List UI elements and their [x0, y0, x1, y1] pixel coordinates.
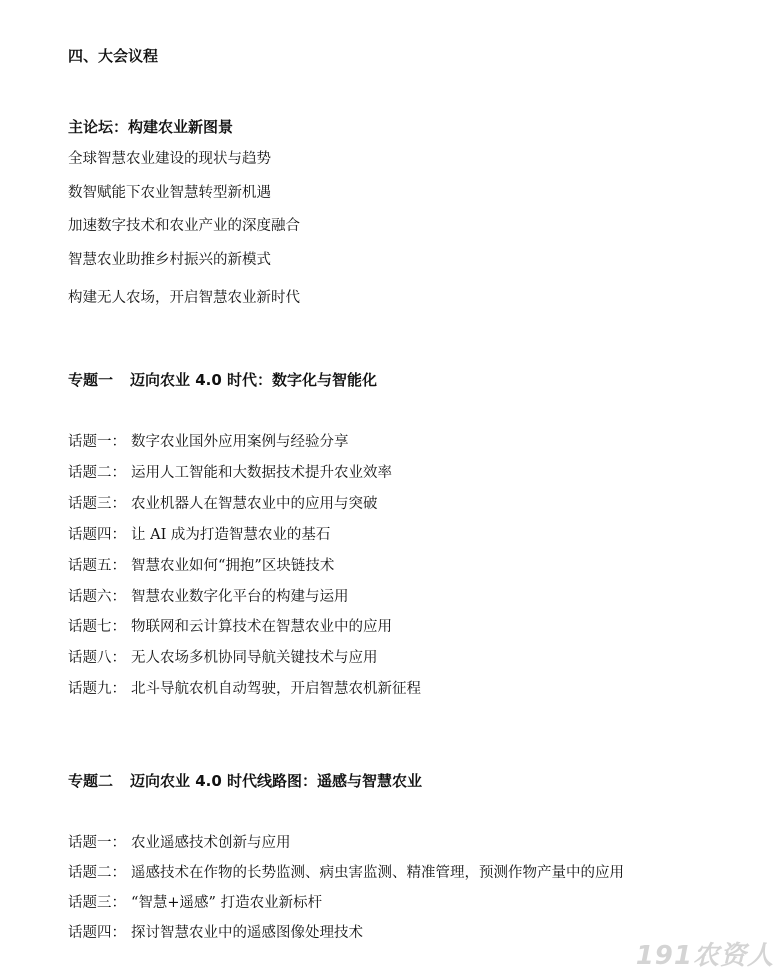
topic-text: 遥感技术在作物的长势监测、病虫害监测、精准管理，预测作物产量中的应用: [131, 865, 624, 881]
topic-label: 话题三：: [68, 895, 126, 911]
topic1-item: [68, 433, 349, 451]
topic-text: 数字农业国外应用案例与经验分享: [131, 434, 349, 450]
topic-text: 物联网和云计算技术在智慧农业中的应用: [131, 619, 392, 635]
main-forum-item: 智慧农业助推乡村振兴的新模式: [68, 252, 271, 268]
topic1-item: [68, 464, 392, 482]
topic-text: 农业机器人在智慧农业中的应用与突破: [131, 496, 378, 512]
topic-label: 话题二：: [68, 865, 126, 881]
topic-text: 北斗导航农机自动驾驶，开启智慧农机新征程: [131, 681, 421, 697]
topic1-title: 迈向农业 4.0 时代：数字化与智能化: [130, 371, 378, 389]
section-title: 四、大会议程: [68, 47, 159, 65]
topic-label: 话题一：: [68, 434, 126, 450]
topic-text: 探讨智慧农业中的遥感图像处理技术: [131, 925, 363, 941]
topic-label: 话题六：: [68, 589, 126, 605]
topic-label: 话题二：: [68, 465, 126, 481]
topic-text: 农业遥感技术创新与应用: [131, 835, 291, 851]
topic-label: 话题四：: [68, 527, 126, 543]
main-forum-title: 主论坛：构建农业新图景: [68, 118, 234, 136]
topic-text: 让 AI 成为打造智慧农业的基石: [131, 527, 331, 543]
main-forum-item: 数智赋能下农业智慧转型新机遇: [68, 185, 271, 201]
topic2-item: [68, 894, 322, 912]
main-forum-item: 全球智慧农业建设的现状与趋势: [68, 151, 271, 167]
main-forum-item: 加速数字技术和农业产业的深度融合: [68, 218, 300, 234]
topic2-heading: [68, 772, 422, 790]
topic2-item: [68, 924, 363, 942]
topic2-title: 迈向农业 4.0 时代线路图：遥感与智慧农业: [130, 772, 423, 790]
topic1-item: [68, 680, 421, 698]
topic-label: 话题三：: [68, 496, 126, 512]
topic-label: 话题五：: [68, 558, 126, 574]
topic-label: 话题七：: [68, 619, 126, 635]
topic1-item: [68, 495, 378, 513]
topic1-heading: [68, 371, 377, 389]
topic1-label: 专题一: [68, 371, 114, 389]
watermark-logo: 191农资人: [635, 941, 774, 971]
topic-label: 话题一：: [68, 835, 126, 851]
topic1-item: [68, 526, 330, 544]
topic-label: 话题九：: [68, 681, 126, 697]
topic-text: 运用人工智能和大数据技术提升农业效率: [131, 465, 392, 481]
topic-label: 话题八：: [68, 650, 126, 666]
topic-text: 智慧农业数字化平台的构建与运用: [131, 589, 349, 605]
topic-text: 智慧农业如何“拥抱”区块链技术: [131, 558, 335, 574]
topic1-item: [68, 557, 334, 575]
topic2-label: 专题二: [68, 772, 114, 790]
main-forum-item: 构建无人农场，开启智慧农业新时代: [68, 290, 300, 306]
topic-text: “智慧+遥感” 打造农业新标杆: [131, 895, 323, 911]
topic1-item: [68, 618, 392, 636]
topic1-item: [68, 588, 349, 606]
topic-text: 无人农场多机协同导航关键技术与应用: [131, 650, 378, 666]
topic2-item: [68, 864, 624, 882]
topic2-item: [68, 834, 291, 852]
topic-label: 话题四：: [68, 925, 126, 941]
topic1-item: [68, 649, 378, 667]
